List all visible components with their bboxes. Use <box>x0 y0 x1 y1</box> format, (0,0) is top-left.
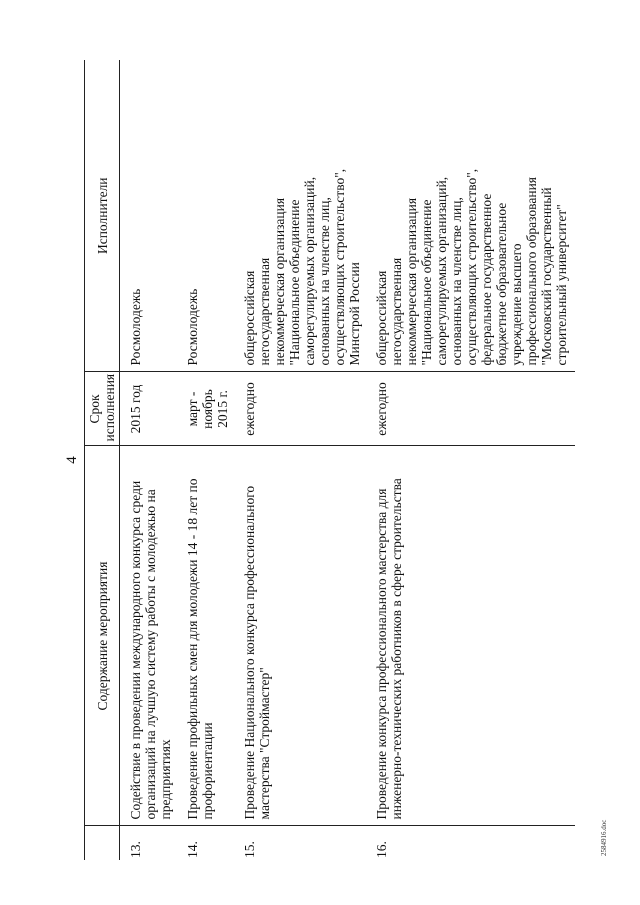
row-term: 2015 год <box>120 372 178 446</box>
header-number <box>85 826 120 860</box>
header-term: Срок исполнения <box>85 372 120 446</box>
row-number: 16. <box>374 841 389 858</box>
row-term: март - ноябрь 2015 г. <box>177 372 234 446</box>
row-content: Проведение конкурса профессионального мастерства для инженерно-технических работников в сфере строительства <box>366 446 575 826</box>
header-executors: Исполнители <box>85 60 120 372</box>
row-term: ежегодно <box>366 372 575 446</box>
row-executors: Росмолодежь <box>120 60 178 372</box>
document-reference: 2584916.doc <box>600 819 608 856</box>
table-row <box>234 60 366 860</box>
row-content: Содействие в проведении международного конкурса среди организаций на лучшую систему работы с молодежью на предприятиях <box>120 446 178 826</box>
page-number: 4 <box>64 456 80 464</box>
table-row <box>177 60 234 860</box>
row-number: 14. <box>185 841 200 858</box>
table-header-row <box>85 60 120 860</box>
row-term: ежегодно <box>234 372 366 446</box>
action-plan-table <box>84 60 575 860</box>
table-row <box>366 60 575 860</box>
row-number: 15. <box>242 841 257 858</box>
header-content: Содержание мероприятия <box>85 446 120 826</box>
table-row <box>120 60 178 860</box>
rotated-page <box>60 60 620 860</box>
row-executors: общероссийская негосударственная некоммерческая организация "Национальное объединение саморегулируемых организаций, основанных на членстве лиц, осуществляющих строительство", Минстрой России <box>234 60 366 372</box>
row-executors: общероссийская негосударственная некоммерческая организация "Национальное объединение саморегулируемых организаций, основанных на членстве лиц, осуществляющих строительство", федеральное государственное бюджетное образовательное учреждение высшего профессионального образования "Московский государственный строительный университет" <box>366 60 575 372</box>
row-executors: Росмолодежь <box>177 60 234 372</box>
row-number: 13. <box>128 841 143 858</box>
row-content: Проведение профильных смен для молодежи 14 - 18 лет по профориентации <box>177 446 234 826</box>
row-content: Проведение Национального конкурса профессионального мастерства "Строймастер" <box>234 446 366 826</box>
